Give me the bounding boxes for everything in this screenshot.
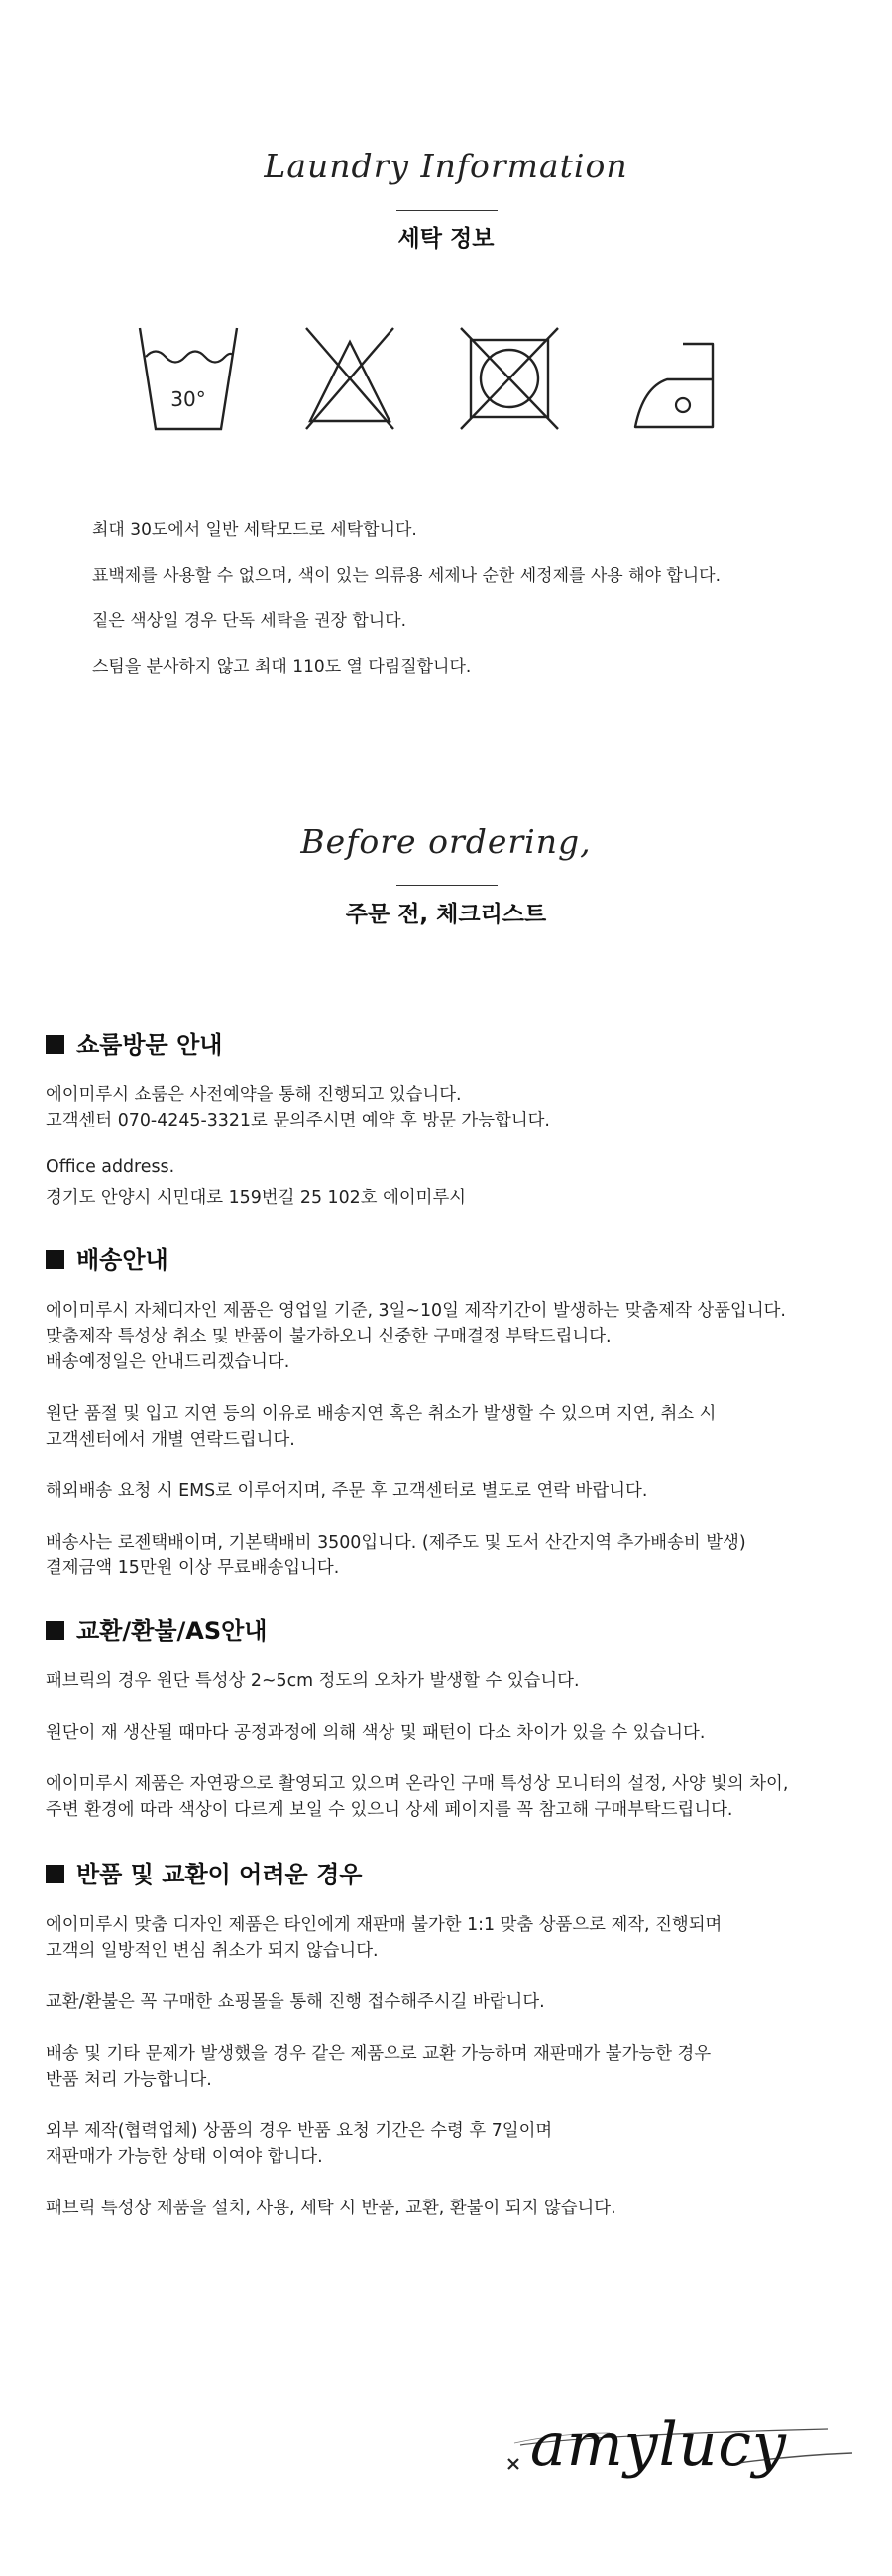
- bullet-square-icon: [46, 1035, 64, 1054]
- care-line: 스팀을 분사하지 않고 최대 110도 열 다림질합니다.: [92, 657, 472, 677]
- no-return-line: 배송 및 기타 문제가 발생했을 경우 같은 제품으로 교환 가능하며 재판매가 불가능한 경우: [46, 2044, 712, 2064]
- shipping-line: 배송사는 로젠택배이며, 기본택배비 3500입니다. (제주도 및 도서 산간지역 추가배송비 발생): [46, 1533, 746, 1553]
- amylucy-signature-logo: [501, 2386, 857, 2495]
- no-bleach-icon: [300, 322, 399, 436]
- shipping-line: 고객센터에서 개별 연락드립니다.: [46, 1430, 295, 1449]
- wash-temperature-label: 30°: [170, 387, 206, 411]
- section-title-exchange: 교환/환불/AS안내: [46, 1611, 268, 1646]
- exchange-line: 패브릭의 경우 원단 특성상 2~5cm 정도의 오차가 발생할 수 있습니다.: [46, 1671, 580, 1691]
- bullet-square-icon: [46, 1621, 64, 1640]
- signature-text: amylucy: [530, 2411, 787, 2480]
- laundry-script-title: Laundry Information: [264, 147, 628, 185]
- section-title-shipping: 배송안내: [46, 1240, 168, 1275]
- exchange-line: 에이미루시 제품은 자연광으로 촬영되고 있으며 온라인 구매 특성상 모니터의 설정, 사양 빛의 차이,: [46, 1774, 789, 1794]
- no-return-line: 재판매가 가능한 상태 이여야 합니다.: [46, 2147, 323, 2167]
- care-line: 짙은 색상일 경우 단독 세탁을 권장 합니다.: [92, 611, 407, 631]
- showroom-line: 경기도 안양시 시민대로 159번길 25 102호 에이미루시: [46, 1188, 467, 1208]
- care-icons: [134, 322, 758, 441]
- shipping-line: 해외배송 요청 시 EMS로 이루어지며, 주문 후 고객센터로 별도로 연락 바랍니다.: [46, 1481, 648, 1501]
- no-return-line: 반품 처리 가능합니다.: [46, 2070, 212, 2090]
- no-return-line: 고객의 일방적인 변심 취소가 되지 않습니다.: [46, 1941, 379, 1961]
- care-line: 표백제를 사용할 수 없으며, 색이 있는 의류용 세제나 순한 세정제를 사용 해야 합니다.: [92, 566, 722, 586]
- bullet-square-icon: [46, 1250, 64, 1269]
- ordering-script-title: Before ordering,: [300, 822, 592, 861]
- laundry-title-rule: [396, 210, 498, 211]
- iron-no-steam-icon: [631, 322, 750, 436]
- no-return-line: 교환/환불은 꼭 구매한 쇼핑몰을 통해 진행 접수해주시길 바랍니다.: [46, 1992, 545, 2012]
- section-title-no-return: 반품 및 교환이 어려운 경우: [46, 1855, 362, 1889]
- shipping-line: 맞춤제작 특성상 취소 및 반품이 불가하오니 신중한 구매결정 부탁드립니다.: [46, 1327, 612, 1346]
- ordering-title: 주문 전, 체크리스트: [345, 902, 547, 927]
- no-return-line: 에이미루시 맞춤 디자인 제품은 타인에게 재판매 불가한 1:1 맞춤 상품으로 제작, 진행되며: [46, 1915, 723, 1935]
- shipping-line: 원단 품절 및 입고 지연 등의 이유로 배송지연 혹은 취소가 발생할 수 있으며 지연, 취소 시: [46, 1404, 717, 1424]
- showroom-line: 고객센터 070-4245-3321로 문의주시면 예약 후 방문 가능합니다.: [46, 1111, 550, 1130]
- wash-30-icon: [134, 322, 243, 436]
- care-line: 최대 30도에서 일반 세탁모드로 세탁합니다.: [92, 520, 417, 540]
- showroom-line: 에이미루시 쇼룸은 사전예약을 통해 진행되고 있습니다.: [46, 1085, 462, 1105]
- no-return-line: 외부 제작(협력업체) 상품의 경우 반품 요청 기간은 수령 후 7일이며: [46, 2121, 553, 2141]
- shipping-line: 에이미루시 자체디자인 제품은 영업일 기준, 3일~10일 제작기간이 발생하는 맞춤제작 상품입니다.: [46, 1301, 786, 1321]
- shipping-line: 결제금액 15만원 이상 무료배송입니다.: [46, 1558, 340, 1578]
- exchange-line: 원단이 재 생산될 때마다 공정과정에 의해 색상 및 패턴이 다소 차이가 있을 수 있습니다.: [46, 1723, 706, 1743]
- shipping-line: 배송예정일은 안내드리겠습니다.: [46, 1352, 290, 1372]
- no-return-line: 패브릭 특성상 제품을 설치, 사용, 세탁 시 반품, 교환, 환불이 되지 않습니다.: [46, 2199, 616, 2218]
- ordering-title-rule: [396, 885, 498, 886]
- bullet-square-icon: [46, 1865, 64, 1883]
- exchange-line: 주변 환경에 따라 색상이 다르게 보일 수 있으니 상세 페이지를 꼭 참고해 구매부탁드립니다.: [46, 1800, 733, 1820]
- section-title-showroom: 쇼룸방문 안내: [46, 1025, 222, 1060]
- showroom-line: Office address.: [46, 1157, 175, 1177]
- no-tumble-dry-icon: [455, 322, 564, 436]
- laundry-title: 세탁 정보: [397, 226, 495, 252]
